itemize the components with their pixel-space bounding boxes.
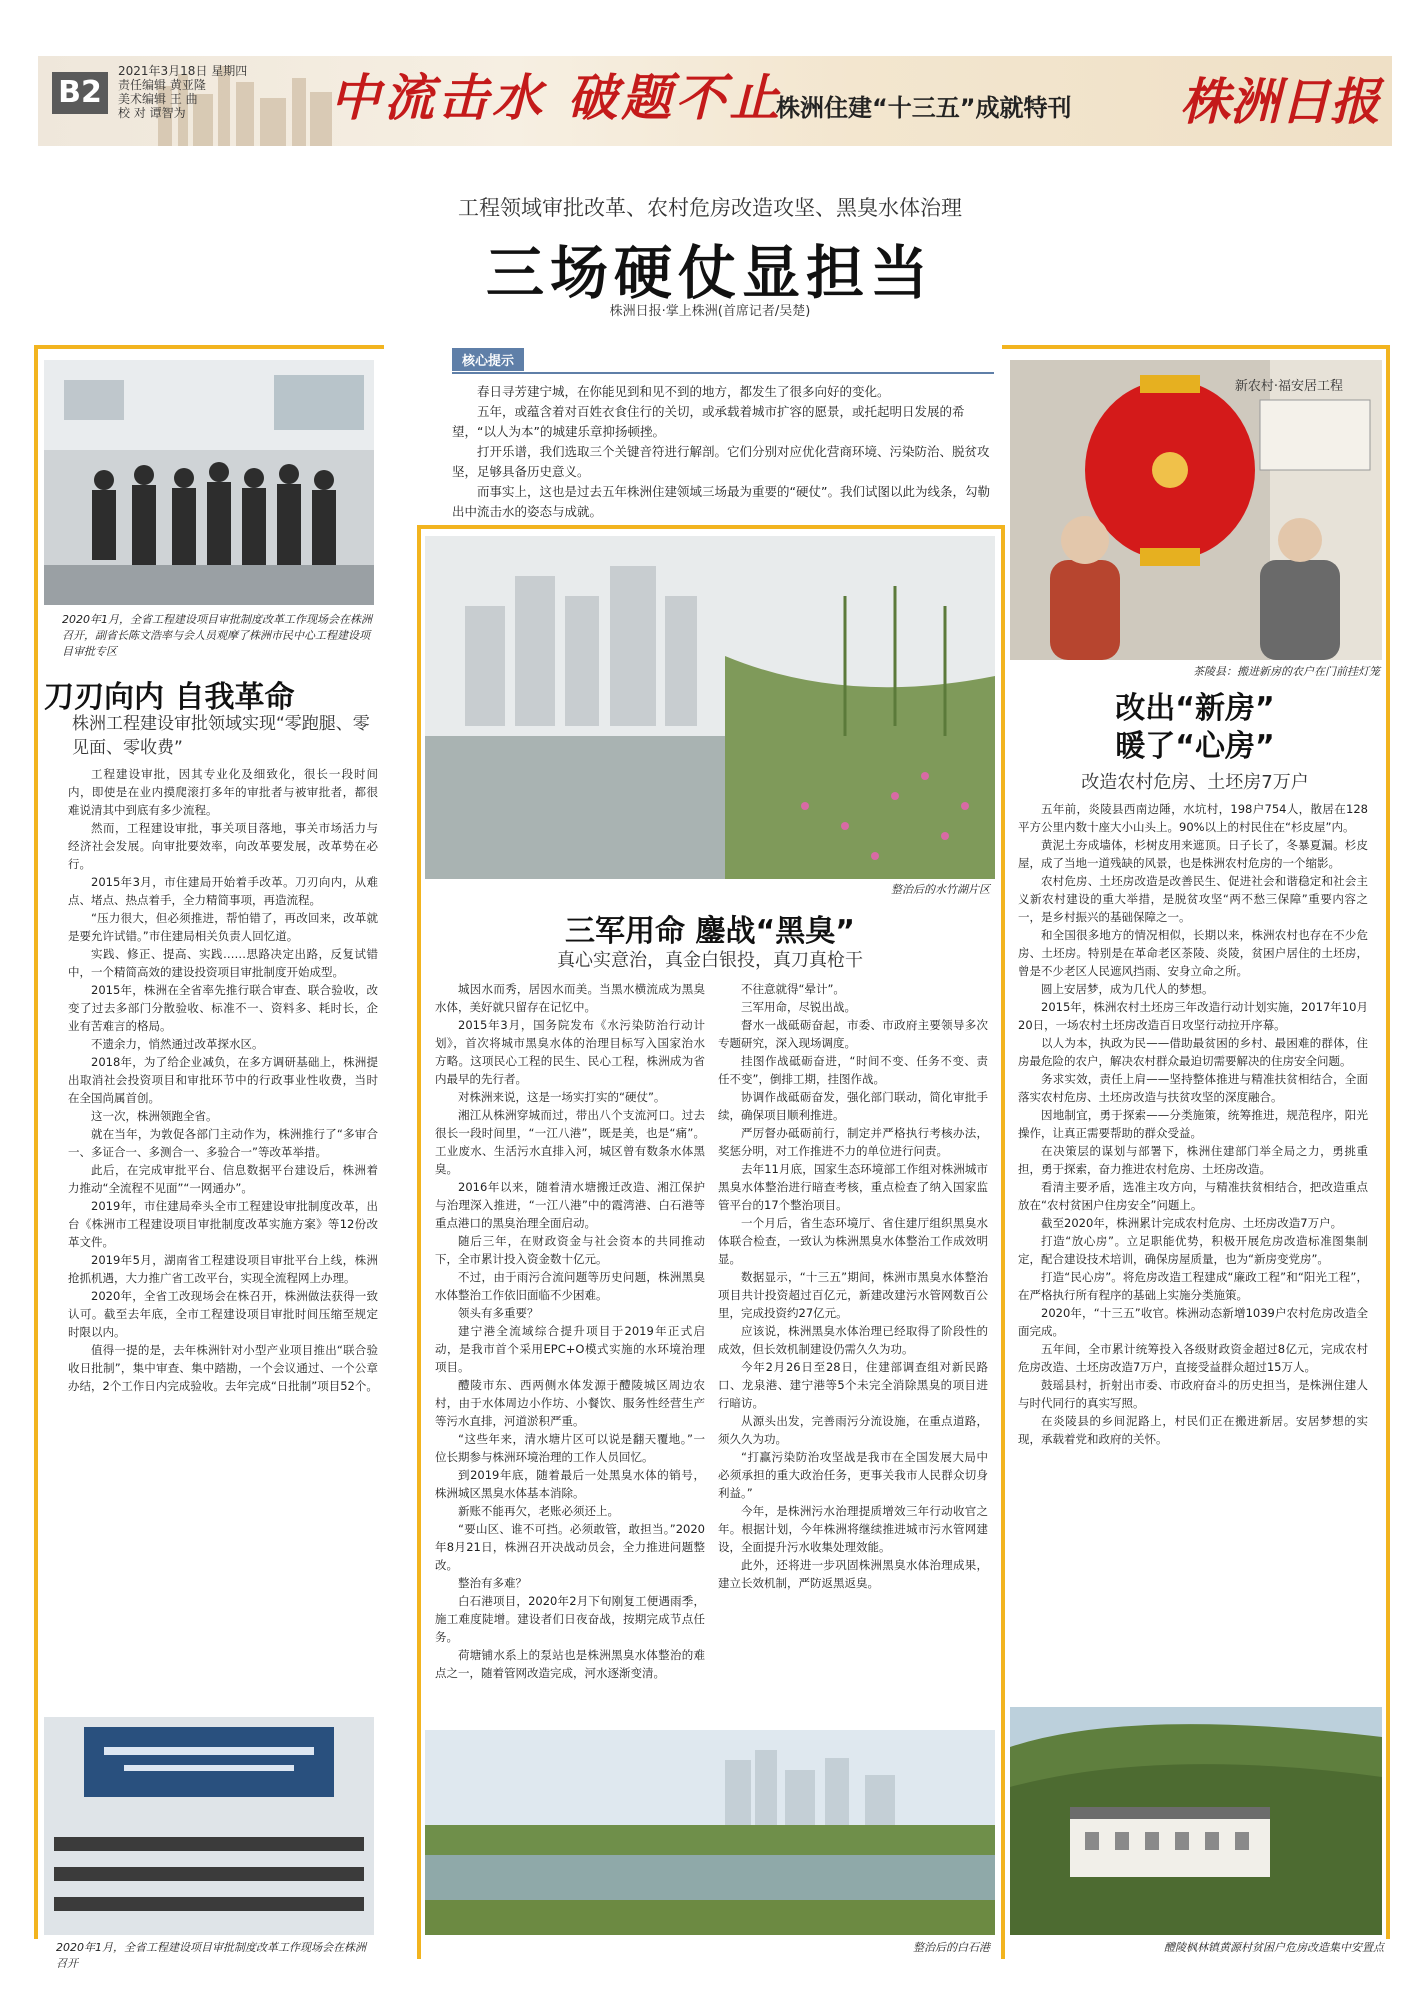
right-paragraph: 务求实效，责任上肩——坚持整体推进与精准扶贫相结合，全面落实农村危房、土坯房改造与扶贫攻坚的深度融合。	[1018, 1072, 1368, 1104]
middle-paragraph: 2015年3月，国务院发布《水污染防治行动计划》，首次将城市黑臭水体的治理目标写入国家治水方略。这项民心工程的民生、民心工程，株洲成为省内最早的先行者。	[435, 1018, 705, 1086]
middle-paragraph: 督水一战砥砺奋起，市委、市政府主要领导多次专题研究，深入现场调度。	[718, 1018, 988, 1050]
art-editor-credit: 美术编辑 王 曲	[118, 92, 198, 106]
middle-paragraph: 到2019年底，随着最后一处黑臭水体的销号，株洲城区黑臭水体基本消除。	[435, 1468, 705, 1500]
middle-paragraph: 新账不能再欠，老账必须还上。	[458, 1504, 619, 1518]
middle-photo-caption: 整治后的水竹湖片区	[891, 883, 990, 896]
article-subhead: 工程领域审批改革、农村危房改造攻坚、黑臭水体治理	[458, 196, 962, 220]
core-tip-rule	[452, 372, 994, 374]
left-paragraph: 不遗余力，悄然通过改革探水区。	[91, 1037, 264, 1051]
left-paragraph: 这一次，株洲领跑全省。	[91, 1109, 218, 1123]
right-paragraph: 黄泥土夯成墙体，杉树皮用来遮顶。日子长了，冬暴夏漏。杉皮屋，成了当地一道残缺的风景，也是株洲农村危房的一个缩影。	[1018, 838, 1368, 870]
middle-photo2-caption: 整治后的白石港	[913, 1941, 990, 1954]
right-paragraph: 看清主要矛盾，选准主攻方向，与精准扶贫相结合，把改造重点放在“农村贫困户住房安全”问题上。	[1018, 1180, 1368, 1212]
middle-paragraph: 挂图作战砥砺奋进，“时间不变、任务不变、责任不变”，倒排工期，挂图作战。	[718, 1054, 988, 1086]
right-section-title	[1010, 690, 1380, 766]
middle-paragraph: 醴陵市东、西两侧水体发源于醴陵城区周边农村，由于水体周边小作坊、小餐饮、服务性经营生产等污水直排，河道淤积严重。	[435, 1378, 705, 1428]
right-title-line2: 暖了“心房”	[1115, 729, 1275, 764]
right-paragraph: 因地制宜，勇于探索——分类施策，统筹推进，规范程序，阳光操作，让真正需要帮助的群众受益。	[1018, 1108, 1368, 1140]
left-paragraph: 然而，工程建设审批，事关项目落地，事关市场活力与经济社会发展。向审批要效率，向改革要发展，改革势在必行。	[68, 821, 378, 871]
right-paragraph: 农村危房、土坯房改造是改善民生、促进社会和谐稳定和社会主义新农村建设的重大举措，是脱贫攻坚“两不愁三保障”重要内容之一，是乡村振兴的基础保障之一。	[1018, 874, 1368, 924]
left-paragraph: 实践、修正、提高、实践……思路决定出路，反复试错中，一个精简高效的建设投资项目审批制度开始成型。	[68, 947, 378, 979]
right-article-body	[1018, 800, 1368, 1448]
left-paragraph: 工程建设审批，因其专业化及细致化，很长一段时间内，即使是在业内摸爬滚打多年的审批者与被审批者，都很难说清其中到底有多少流程。	[68, 767, 378, 817]
middle-paragraph: 湘江从株洲穿城而过，带出八个支流河口。过去很长一段时间里，“一江八港”，既是美，也是“痛”。工业废水、生活污水直排入河，城区曾有数条水体黑臭。	[435, 1108, 705, 1176]
middle-paragraph: 对株洲来说，这是一场实打实的“硬仗”。	[458, 1090, 666, 1104]
middle-paragraph: 数据显示，“十三五”期间，株洲市黑臭水体整治项目共计投资超过百亿元，新建改建污水管网数百公里，完成投资约27亿元。	[718, 1270, 988, 1320]
core-tip-label: 核心提示	[452, 348, 524, 371]
right-paragraph: 五年前，炎陵县西南边陲，水坑村，198户754人，散居在128平方公里内数十座大小山头上。90%以上的村民住在“杉皮屋”内。	[1018, 802, 1368, 834]
middle-paragraph: 今年，是株洲污水治理提质增效三年行动收官之年。根据计划，今年株洲将继续推进城市污水管网建设，全面提升污水收集处理效能。	[718, 1504, 988, 1554]
right-title-line1: 改出“新房”	[1115, 691, 1275, 726]
middle-paragraph: 去年11月底，国家生态环境部工作组对株洲城市黑臭水体整治进行暗查考核，重点检查了纳入国家监管平台的17个整治项目。	[718, 1162, 988, 1212]
middle-section-subtitle: 真心实意治，真金白银投，真刀真枪干	[557, 950, 863, 971]
left-section-title: 刀刃向内 自我革命	[44, 680, 295, 715]
middle-paragraph: 荷塘铺水系上的泵站也是株洲黑臭水体整治的难点之一，随着管网改造完成，河水逐渐变清。	[435, 1648, 705, 1680]
editor-credit: 责任编辑 黄亚隆	[118, 78, 206, 92]
right-paragraph: 2020年，“十三五”收官。株洲动态新增1039户农村危房改造全面完成。	[1018, 1306, 1368, 1338]
middle-paragraph: 今年2月26日至28日，住建部调查组对新民路口、龙泉港、建宁港等5个未完全消除黑臭的项目进行暗访。	[718, 1360, 988, 1410]
left-article-body	[68, 765, 378, 1395]
article-headline: 三场硬仗显担当	[485, 239, 934, 307]
middle-paragraph: 领头有多重要？	[458, 1306, 539, 1320]
left-top-photo	[44, 360, 374, 605]
middle-section-title: 三军用命 鏖战“黑臭”	[565, 914, 855, 949]
middle-paragraph: 建宁港全流域综合提升项目于2019年正式启动，是我市首个采用EPC+O模式实施的水环境治理项目。	[435, 1324, 705, 1374]
middle-paragraph: 不往意就得“晕计”。	[741, 982, 845, 996]
right-photo2-caption: 醴陵枫林镇黄源村贫困户危房改造集中安置点	[1164, 1941, 1384, 1954]
middle-paragraph: 协调作战砥砺奋发，强化部门联动，简化审批手续，确保项目顺利推进。	[718, 1090, 988, 1122]
left-paragraph: 2015年3月，市住建局开始着手改革。刀刃向内，从难点、堵点、热点着手，全力精简事项，再造流程。	[68, 875, 378, 907]
right-section-subtitle: 改造农村危房、土坯房7万户	[1081, 772, 1309, 793]
right-paragraph: 在决策层的谋划与部署下，株洲住建部门举全局之力，勇挑重担，勇于探索，奋力推进农村危房、土坯房改造。	[1018, 1144, 1368, 1176]
middle-paragraph: 从源头出发，完善雨污分流设施，在重点道路，须久久为功。	[718, 1414, 988, 1446]
left-paragraph: 就在当年，为敦促各部门主动作为，株洲推行了“多审合一、多证合一、多测合一、多验合一”等改革举措。	[68, 1127, 378, 1159]
middle-paragraph: 此外，还将进一步巩固株洲黑臭水体治理成果，建立长效机制，严防返黑返臭。	[718, 1558, 988, 1590]
left-photo2-caption: 2020年1月，全省工程建设项目审批制度改革工作现场会在株洲召开	[56, 1941, 366, 1970]
middle-paragraph: 白石港项目，2020年2月下旬刚复工便遇雨季，施工难度陡增。建设者们日夜奋战，按期完成节点任务。	[435, 1594, 705, 1644]
right-paragraph: 在炎陵县的乡间泥路上，村民们正在搬进新居。安居梦想的实现，承载着党和政府的关怀。	[1018, 1414, 1368, 1446]
page-number: B2	[52, 72, 108, 114]
right-bottom-photo	[1010, 1707, 1382, 1935]
core-tip-paragraph: 春日寻芳建宁城，在你能见到和见不到的地方，都发生了很多向好的变化。	[477, 384, 890, 399]
right-paragraph: 圆上安居梦，成为几代人的梦想。	[1041, 982, 1214, 996]
slogan: 中流击水 破题不止	[330, 68, 784, 127]
middle-paragraph: “要山区、谁不可挡。必须敢管，敢担当。”2020年8月21日，株洲召开决战动员会，全力推进问题整改。	[435, 1522, 705, 1572]
special-edition-title: 株洲住建“十三五”成就特刊	[776, 94, 1072, 122]
middle-paragraph: 整治有多难？	[458, 1576, 527, 1590]
left-paragraph: 2020年，全省工改现场会在株召开，株洲做法获得一致认可。截至去年底，全市工程建设项目审批时间压缩至规定时限以内。	[68, 1289, 378, 1339]
middle-paragraph: 应该说，株洲黑臭水体治理已经取得了阶段性的成效，但长效机制建设仍需久久为功。	[718, 1324, 988, 1356]
core-tip-paragraph: 打开乐谱，我们选取三个关键音符进行解剖。它们分别对应优化营商环境、污染防治、脱贫攻坚，足够具备历史意义。	[452, 444, 990, 479]
left-paragraph: 值得一提的是，去年株洲针对小型产业项目推出“联合验收日批制”，集中审查、集中踏勘，一个会议通过、一个公章办结，2个工作日内完成验收。去年完成“日批制”项目52个。	[68, 1343, 378, 1393]
core-tip-text	[452, 382, 992, 522]
core-tip-paragraph: 五年，或蕴含着对百姓衣食住行的关切，或承载着城市扩容的愿景，或托起明日发展的希望，“以人为本”的城建乐章抑扬顿挫。	[452, 404, 965, 439]
middle-paragraph: 三军用命，尽锐出战。	[741, 1000, 856, 1014]
middle-paragraph: “打赢污染防治攻坚战是我市在全国发展大局中必须承担的重大政治任务，更事关我市人民群众切身利益。”	[718, 1450, 988, 1500]
right-paragraph: 截至2020年，株洲累计完成农村危房、土坯房改造7万户。	[1041, 1216, 1343, 1230]
left-paragraph: 2019年5月，湖南省工程建设项目审批平台上线，株洲抢抓机遇，大力推广省工改平台，实现全流程网上办理。	[68, 1253, 378, 1285]
left-bottom-photo	[44, 1717, 374, 1935]
middle-article-col1	[435, 980, 705, 1682]
middle-paragraph: 2016年以来，随着清水塘搬迁改造、湘江保护与治理深入推进，“一江八港”中的霞湾港、白石港等重点港口的黑臭治理全面启动。	[435, 1180, 705, 1230]
middle-paragraph: 不过，由于雨污合流问题等历史问题，株洲黑臭水体整治工作依旧面临不少困难。	[435, 1270, 705, 1302]
right-paragraph: 五年间，全市累计统筹投入各级财政资金超过8亿元，完成农村危房改造、土坯房改造7万户，直接受益群众超过15万人。	[1018, 1342, 1368, 1374]
middle-top-photo	[425, 536, 995, 879]
left-paragraph: 此后，在完成审批平台、信息数据平台建设后，株洲着力推动“全流程不见面”“一网通办”。	[68, 1163, 378, 1195]
issue-meta	[118, 64, 247, 120]
proofread-credit: 校 对 谭智为	[118, 106, 186, 120]
right-paragraph: 2015年，株洲农村土坯房三年改造行动计划实施，2017年10月20日，一场农村土坯房改造百日攻坚行动拉开序幕。	[1018, 1000, 1368, 1032]
core-tip-paragraph: 而事实上，这也是过去五年株洲住建领域三场最为重要的“硬仗”。我们试图以此为线条，勾勒出中流击水的姿态与成就。	[452, 484, 990, 519]
newspaper-masthead: 株洲日报	[1180, 72, 1380, 131]
middle-paragraph: “这些年来，清水塘片区可以说是翻天覆地。”一位长期参与株洲环境治理的工作人员回忆。	[435, 1432, 705, 1464]
lantern-sign: 新农村·福安居工程	[1234, 379, 1344, 394]
middle-paragraph: 一个月后，省生态环境厅、省住建厅组织黑臭水体联合检查，一致认为株洲黑臭水体整治工作成效明显。	[718, 1216, 988, 1266]
left-photo-caption: 2020年1月，全省工程建设项目审批制度改革工作现场会在株洲召开，副省长陈文浩率与会人员观摩了株洲市民中心工程建设项目审批专区	[62, 613, 372, 658]
right-paragraph: 鼓瑶县村，折射出市委、市政府奋斗的历史担当，是株洲住建人与时代同行的真实写照。	[1018, 1378, 1368, 1410]
right-photo-caption: 茶陵县：搬进新房的农户在门前挂灯笼	[1193, 665, 1380, 678]
middle-paragraph: 城因水而秀，居因水而美。当黑水横流成为黑臭水体，美好就只留存在记忆中。	[435, 982, 705, 1014]
right-paragraph: 打造“放心房”。立足职能优势，积极开展危房改造标准图集制定，配合建设技术培训，确保房屋质量，也为“新房变党房”。	[1018, 1234, 1368, 1266]
middle-article-col2	[718, 980, 988, 1592]
middle-paragraph: 严厉督办砥砺前行，制定并严格执行考核办法，奖惩分明，对工作推进不力的单位进行问责。	[718, 1126, 988, 1158]
left-section-subtitle: 株洲工程建设审批领域实现“零跑腿、零见面、零收费”	[72, 714, 370, 758]
issue-date: 2021年3月18日 星期四	[118, 64, 248, 78]
right-paragraph: 打造“民心房”。将危房改造工程建成“廉政工程”和“阳光工程”，在严格执行所有程序的基础上实施分类施策。	[1018, 1270, 1368, 1302]
left-paragraph: “压力很大，但必须推进，帮怕错了，再改回来，改革就是要允许试错。”市住建局相关负责人回忆道。	[68, 911, 378, 943]
middle-bottom-photo	[425, 1730, 995, 1935]
left-paragraph: 2018年，为了给企业减负，在多方调研基础上，株洲提出取消社会投资项目和审批环节中的行政事业性收费，当时在全国尚属首创。	[68, 1055, 378, 1105]
middle-paragraph: 随后三年，在财政资金与社会资本的共同推动下，全市累计投入资金数十亿元。	[435, 1234, 705, 1266]
article-byline: 株洲日报·掌上株洲(首席记者/吴楚)	[609, 304, 811, 319]
left-paragraph: 2019年，市住建局牵头全市工程建设审批制度改革，出台《株洲市工程建设项目审批制度改革实施方案》等12份改革文件。	[68, 1199, 378, 1249]
left-paragraph: 2015年，株洲在全省率先推行联合审查、联合验收，改变了过去多部门分散验收、标准不一、资料多、耗时长，企业有苦难言的格局。	[68, 983, 378, 1033]
right-paragraph: 和全国很多地方的情况相似，长期以来，株洲农村也存在不少危房、土坯房。特别是在革命老区茶陵、炎陵，贫困户居住的土坯房，曾是不少老区人民遮风挡雨、安身立命之所。	[1018, 928, 1368, 978]
right-paragraph: 以人为本，执政为民——借助最贫困的乡村、最困难的群体，住房最危险的农户，解决农村群众最迫切需要解决的住房安全问题。	[1018, 1036, 1368, 1068]
